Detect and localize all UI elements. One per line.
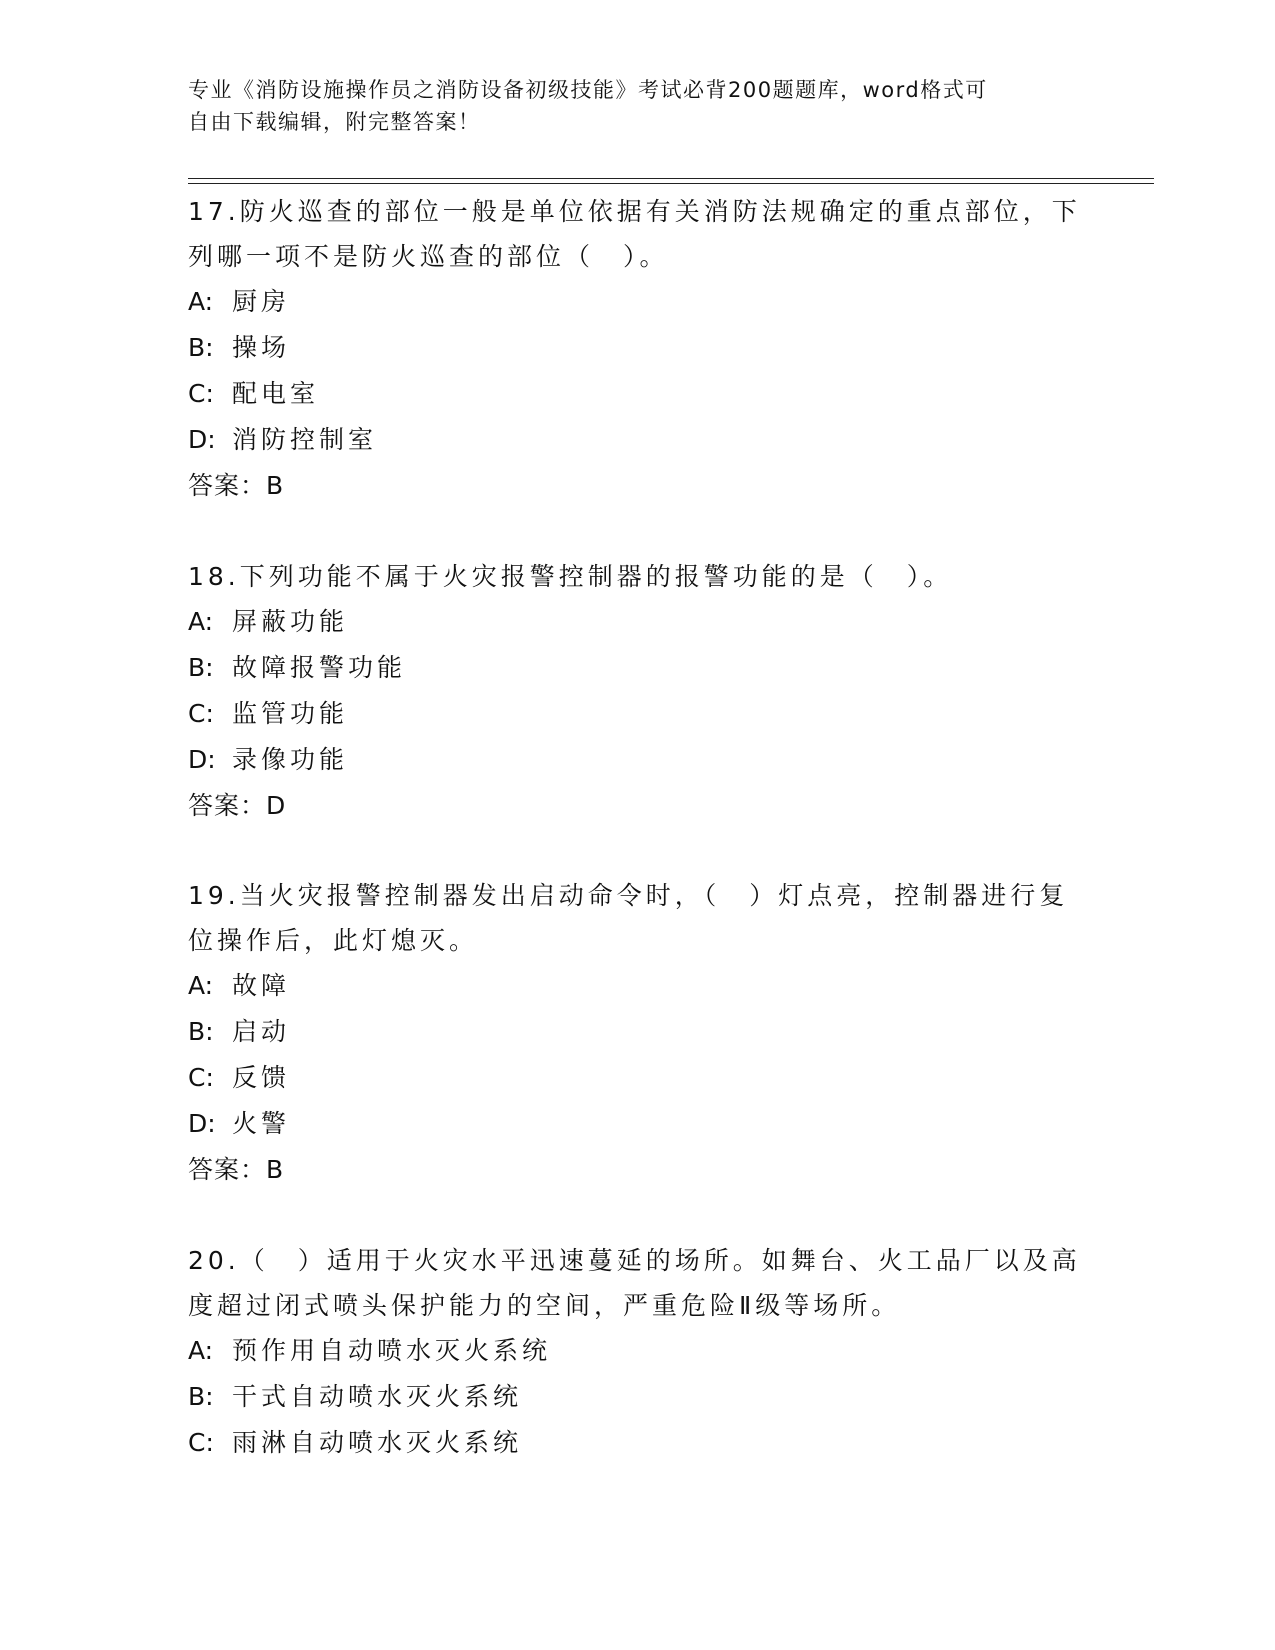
option-letter: C: xyxy=(188,379,214,408)
question-stem-line-1: 19.当火灾报警控制器发出启动命令时，（ ）灯点亮，控制器进行复 xyxy=(188,881,1069,910)
option-text: 火警 xyxy=(232,1109,291,1138)
answer-line: 答案：B xyxy=(188,471,285,500)
header-line-1: 专业《消防设施操作员之消防设备初级技能》考试必背200题题库，word格式可 xyxy=(188,78,988,102)
option-text: 启动 xyxy=(232,1017,291,1046)
option-letter: D: xyxy=(188,425,216,454)
question-20 xyxy=(188,1238,1088,1466)
document-header xyxy=(188,74,1068,138)
option-text: 故障 xyxy=(232,971,291,1000)
option-text: 录像功能 xyxy=(232,745,349,774)
option-b xyxy=(188,325,1088,371)
option-letter: C: xyxy=(188,1063,214,1092)
option-b xyxy=(188,1374,1088,1420)
option-letter: B: xyxy=(188,1382,214,1411)
option-letter: C: xyxy=(188,1428,214,1457)
option-text: 干式自动喷水灭火系统 xyxy=(232,1382,523,1411)
option-b xyxy=(188,1009,1088,1055)
option-text: 反馈 xyxy=(232,1063,291,1092)
option-b xyxy=(188,645,1088,691)
question-stem-line-1: 20.（ ）适用于火灾水平迅速蔓延的场所。如舞台、火工品厂以及高 xyxy=(188,1246,1081,1275)
header-divider-top xyxy=(188,178,1154,179)
option-text: 故障报警功能 xyxy=(232,653,407,682)
option-a xyxy=(188,1328,1088,1374)
option-letter: D: xyxy=(188,745,216,774)
option-letter: D: xyxy=(188,1109,216,1138)
option-letter: A: xyxy=(188,607,214,636)
option-d xyxy=(188,417,1088,463)
option-letter: A: xyxy=(188,971,214,1000)
option-text: 厨房 xyxy=(232,287,291,316)
question-stem-line-1: 18.下列功能不属于火灾报警控制器的报警功能的是（ ）。 xyxy=(188,562,953,591)
option-a xyxy=(188,599,1088,645)
option-text: 监管功能 xyxy=(232,699,349,728)
option-letter: B: xyxy=(188,1017,214,1046)
option-d xyxy=(188,737,1088,783)
option-letter: A: xyxy=(188,287,214,316)
option-c xyxy=(188,691,1088,737)
option-text: 屏蔽功能 xyxy=(232,607,349,636)
question-19 xyxy=(188,873,1088,1193)
option-d xyxy=(188,1101,1088,1147)
option-c xyxy=(188,1055,1088,1101)
option-text: 预作用自动喷水灭火系统 xyxy=(232,1336,552,1365)
question-stem-line-2: 度超过闭式喷头保护能力的空间，严重危险Ⅱ级等场所。 xyxy=(188,1291,901,1320)
option-text: 雨淋自动喷水灭火系统 xyxy=(232,1428,523,1457)
option-text: 操场 xyxy=(232,333,291,362)
header-divider-bottom xyxy=(188,183,1154,184)
option-letter: C: xyxy=(188,699,214,728)
question-stem-line-2: 列哪一项不是防火巡查的部位（ ）。 xyxy=(188,242,669,271)
option-letter: B: xyxy=(188,333,214,362)
question-stem-line-2: 位操作后，此灯熄灭。 xyxy=(188,926,479,955)
option-text: 配电室 xyxy=(232,379,320,408)
option-c xyxy=(188,371,1088,417)
option-a xyxy=(188,963,1088,1009)
option-letter: B: xyxy=(188,653,214,682)
question-17 xyxy=(188,189,1088,509)
option-letter: A: xyxy=(188,1336,214,1365)
header-line-2: 自由下载编辑，附完整答案！ xyxy=(188,110,481,134)
option-c xyxy=(188,1420,1088,1466)
question-18 xyxy=(188,554,1088,829)
question-stem-line-1: 17.防火巡查的部位一般是单位依据有关消防法规确定的重点部位，下 xyxy=(188,197,1081,226)
answer-line: 答案：D xyxy=(188,791,287,820)
option-a xyxy=(188,279,1088,325)
option-text: 消防控制室 xyxy=(232,425,378,454)
answer-line: 答案：B xyxy=(188,1155,285,1184)
